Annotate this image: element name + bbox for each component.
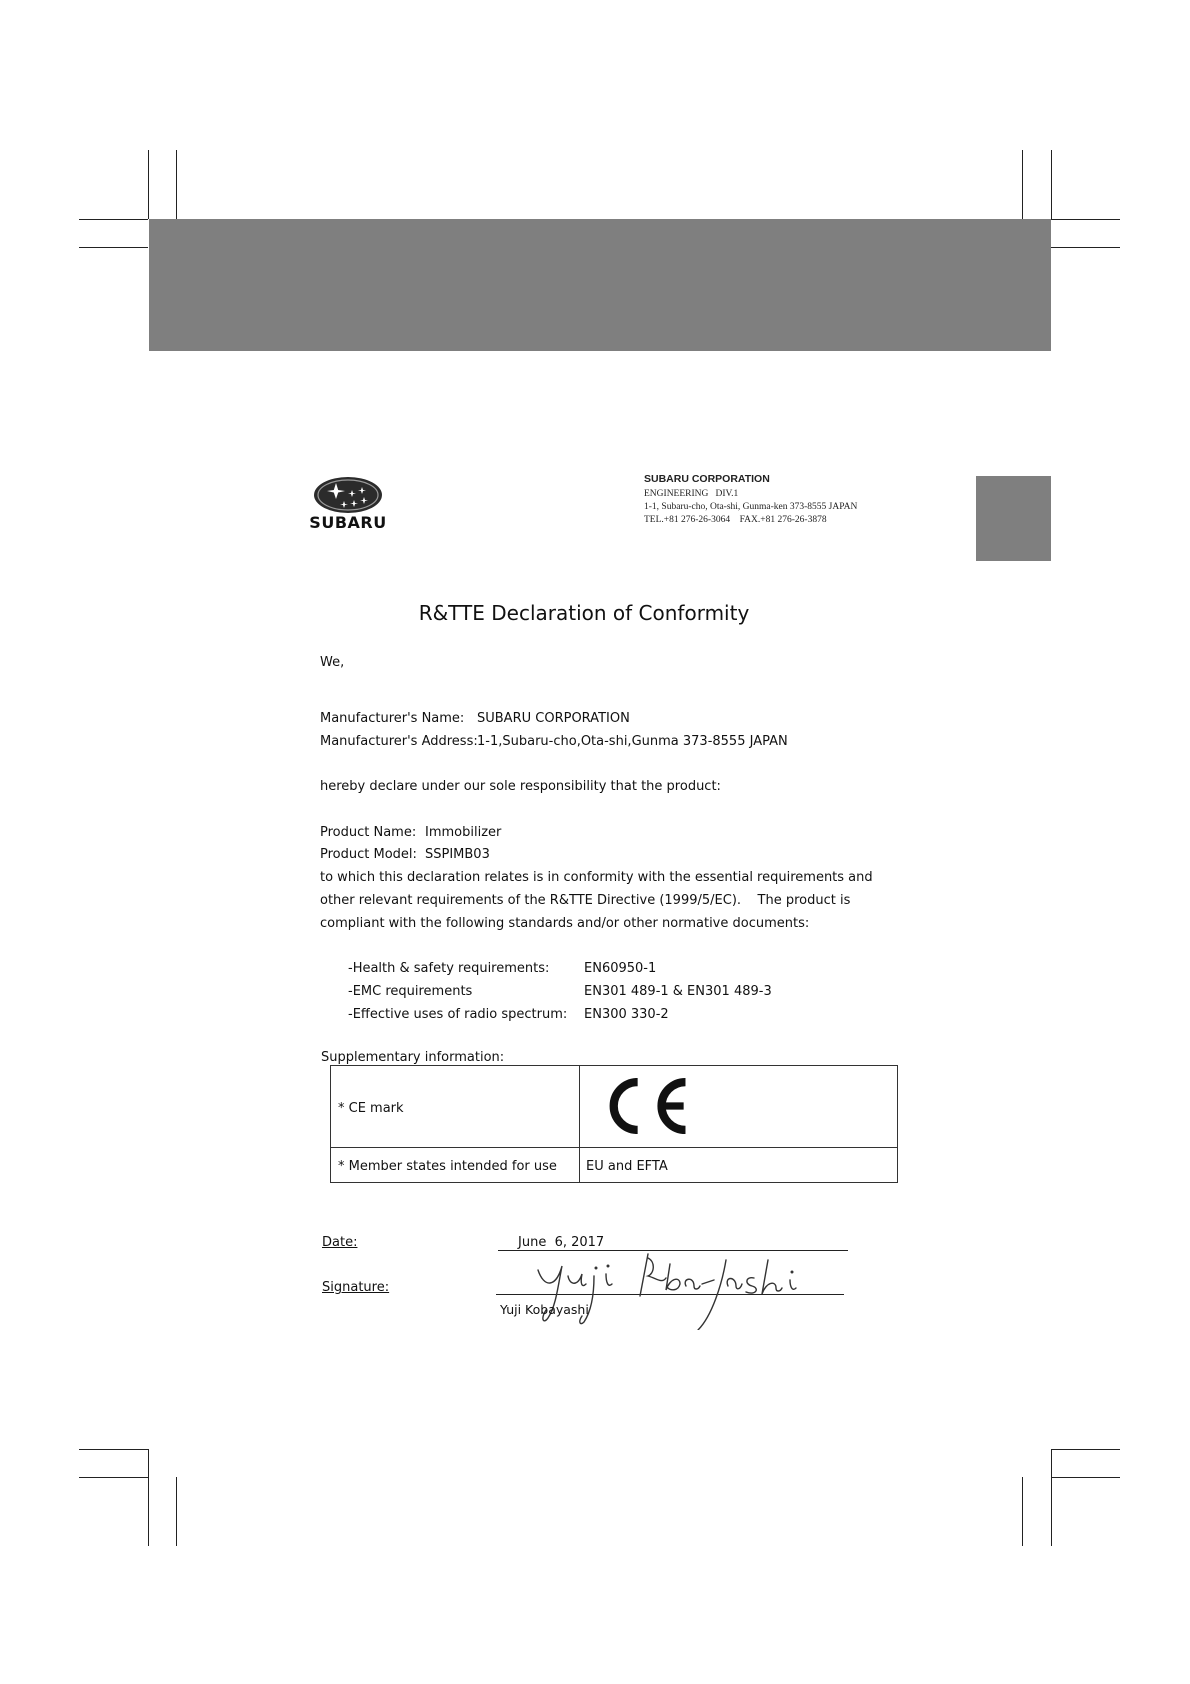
crop-mark <box>1022 1477 1023 1546</box>
crop-mark <box>79 1477 148 1478</box>
standard-label: -Health & safety requirements: <box>348 961 550 976</box>
date-value: June 6, 2017 <box>518 1235 605 1250</box>
crop-mark <box>176 150 177 219</box>
crop-mark <box>176 1477 177 1546</box>
standard-value: EN301 489-1 & EN301 489-3 <box>584 984 772 999</box>
page-title: R&TTE Declaration of Conformity <box>418 601 750 625</box>
letterhead-contact: TEL.+81 276-26-3064 FAX.+81 276-26-3878 <box>644 515 827 525</box>
ce-mark-icon <box>599 1076 691 1136</box>
signer-name: Yuji Kobayashi <box>500 1302 589 1317</box>
crop-mark <box>1051 219 1120 220</box>
member-states-value: EU and EFTA <box>586 1159 668 1174</box>
letterhead-division: ENGINEERING DIV.1 <box>644 489 739 499</box>
crop-mark <box>1051 150 1052 219</box>
standard-label: -EMC requirements <box>348 984 473 999</box>
letterhead <box>644 473 857 527</box>
crop-mark <box>79 247 148 248</box>
declaration-text: hereby declare under our sole responsibility that the product: <box>320 779 721 794</box>
standard-value: EN300 330-2 <box>584 1007 669 1022</box>
crop-mark <box>148 150 149 219</box>
manufacturer-address-value: 1-1,Subaru-cho,Ota-shi,Gunma 373-8555 JAPAN <box>477 734 788 749</box>
crop-mark <box>1051 1449 1120 1450</box>
letterhead-company: SUBARU CORPORATION <box>644 473 770 485</box>
header-band <box>149 219 1051 351</box>
product-model-label: Product Model: <box>320 847 417 862</box>
date-label: Date: <box>322 1235 358 1250</box>
intro-text: We, <box>320 655 345 670</box>
conformity-line-1: to which this declaration relates is in conformity with the essential requirements and <box>320 870 873 885</box>
standard-value: EN60950-1 <box>584 961 657 976</box>
crop-mark <box>79 1449 148 1450</box>
standard-label: -Effective uses of radio spectrum: <box>348 1007 568 1022</box>
supplementary-table <box>330 1065 898 1183</box>
signature-label: Signature: <box>322 1280 390 1295</box>
logo-wordmark: SUBARU <box>309 513 387 532</box>
product-name-value: Immobilizer <box>425 825 502 840</box>
crop-mark <box>1051 1449 1052 1546</box>
manufacturer-name-label: Manufacturer's Name: <box>320 711 465 726</box>
conformity-line-3: compliant with the following standards and/or other normative documents: <box>320 916 810 931</box>
section-tab <box>976 476 1051 561</box>
crop-mark <box>148 1449 149 1546</box>
crop-mark <box>1022 150 1023 219</box>
ce-mark-label: * CE mark <box>338 1101 404 1116</box>
product-model-value: SSPIMB03 <box>425 847 490 862</box>
crop-mark <box>1051 247 1120 248</box>
crop-mark <box>79 219 148 220</box>
member-states-label: * Member states intended for use <box>338 1159 557 1174</box>
table-divider <box>331 1147 897 1148</box>
product-name-label: Product Name: <box>320 825 417 840</box>
letterhead-address: 1-1, Subaru-cho, Ota-shi, Gunma-ken 373-8555 JAPAN <box>644 502 858 512</box>
table-divider <box>579 1066 580 1182</box>
supplementary-heading: Supplementary information: <box>321 1050 505 1065</box>
manufacturer-name-value: SUBARU CORPORATION <box>477 711 630 726</box>
manufacturer-address-label: Manufacturer's Address: <box>320 734 478 749</box>
conformity-line-2: other relevant requirements of the R&TTE Directive (1999/5/EC). The product is <box>320 893 851 908</box>
crop-mark <box>1051 1477 1120 1478</box>
